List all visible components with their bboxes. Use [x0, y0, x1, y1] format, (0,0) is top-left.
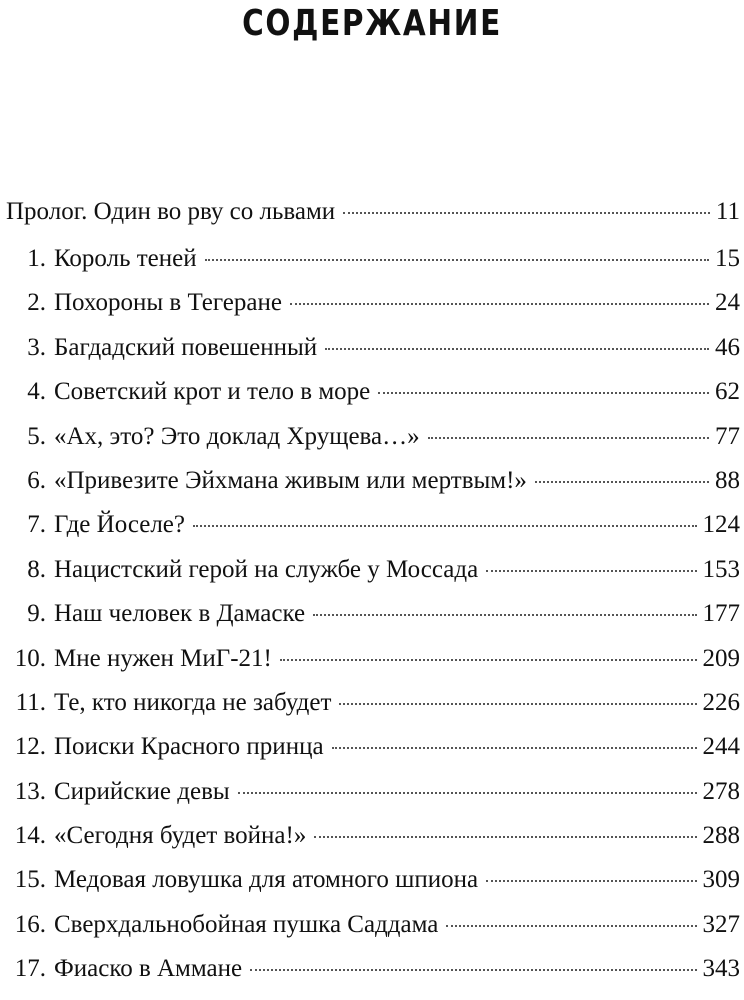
chapter-number: 6.	[27, 466, 46, 494]
chapter-page: 226	[702, 688, 740, 716]
dot-leader	[486, 880, 696, 882]
dot-leader	[343, 212, 710, 214]
toc-entry	[6, 955, 740, 999]
chapter-page: 343	[702, 955, 740, 983]
toc-entry	[6, 556, 740, 600]
dot-leader	[313, 614, 696, 616]
toc-entry	[6, 822, 740, 866]
chapter-title: Мне нужен МиГ-21!	[54, 644, 272, 672]
dot-leader	[446, 925, 696, 927]
toc-entry-title: Пролог. Один во рву со львами	[6, 198, 336, 225]
dot-leader	[280, 659, 697, 661]
chapter-page: 278	[702, 777, 740, 805]
toc-entry	[6, 866, 740, 910]
chapter-title: Где Йоселе?	[54, 511, 185, 539]
dot-leader	[535, 481, 709, 483]
chapter-number: 5.	[27, 422, 46, 450]
chapter-number: 15.	[14, 866, 46, 894]
dot-leader	[339, 703, 696, 705]
chapter-title: Те, кто никогда не забудет	[54, 688, 332, 716]
chapter-page: 88	[715, 466, 740, 494]
chapter-page: 15	[715, 245, 740, 272]
dot-leader	[486, 570, 696, 572]
chapter-page: 77	[715, 422, 740, 450]
dot-leader	[193, 525, 697, 527]
chapter-page: 209	[702, 644, 740, 672]
chapter-title: «Привезите Эйхмана живым или мертвым!»	[54, 466, 527, 494]
dot-leader	[378, 392, 709, 394]
chapter-page: 288	[702, 822, 740, 850]
chapter-title: Похороны в Тегеране	[54, 289, 282, 317]
chapter-number: 13.	[14, 777, 46, 805]
chapter-title: Поиски Красного принца	[54, 733, 324, 761]
chapter-title: Сирийские девы	[54, 777, 230, 805]
toc-entry	[6, 911, 740, 955]
toc-entry-prologue	[6, 198, 740, 245]
toc-entry	[6, 334, 740, 378]
chapter-title: Нацистский герой на службе у Моссада	[54, 555, 479, 583]
toc-entry	[6, 689, 740, 733]
chapter-title: Фиаско в Аммане	[54, 955, 243, 983]
chapter-number: 2.	[27, 289, 46, 317]
chapter-number: 11.	[15, 688, 46, 716]
chapter-page: 24	[715, 289, 740, 317]
toc-entry	[6, 600, 740, 644]
chapter-number: 3.	[27, 333, 46, 361]
toc-entry	[6, 378, 740, 422]
toc-entry	[6, 511, 740, 555]
chapter-number: 16.	[14, 910, 46, 938]
toc-entry	[6, 289, 740, 333]
chapter-number: 9.	[27, 600, 46, 628]
chapter-number: 14.	[14, 822, 46, 850]
chapter-page: 177	[702, 600, 740, 628]
chapter-title: Сверхдальнобойная пушка Саддама	[54, 910, 439, 938]
chapter-number: 17.	[14, 955, 46, 983]
chapter-page: 327	[702, 910, 740, 938]
chapter-title: Медовая ловушка для атомного шпиона	[54, 866, 479, 894]
page-title: СОДЕРЖАНИЕ	[242, 3, 502, 44]
dot-leader	[205, 259, 709, 261]
chapter-page: 62	[715, 378, 740, 406]
toc-entry	[6, 467, 740, 511]
toc-entry	[6, 245, 740, 289]
dot-leader	[428, 437, 709, 439]
dot-leader	[250, 969, 696, 971]
chapter-title: Наш человек в Дамаске	[54, 600, 306, 628]
dot-leader	[290, 303, 709, 305]
chapter-page: 309	[702, 866, 740, 894]
toc-entry-page: 11	[715, 198, 740, 225]
chapter-page: 153	[702, 555, 740, 583]
dot-leader	[325, 348, 709, 350]
toc-entry	[6, 423, 740, 467]
chapter-title: Багдадский повешенный	[54, 333, 318, 361]
toc-entry	[6, 733, 740, 777]
dot-leader	[238, 792, 697, 794]
chapter-number: 4.	[27, 378, 46, 406]
chapter-number: 1.	[27, 245, 46, 272]
chapter-page: 124	[702, 511, 740, 539]
chapter-number: 7.	[27, 511, 46, 539]
toc-entry	[6, 778, 740, 822]
chapter-number: 12.	[14, 733, 46, 761]
table-of-contents	[6, 198, 740, 1000]
chapter-title: «Ах, это? Это доклад Хрущева…»	[54, 422, 420, 450]
chapter-page: 244	[702, 733, 740, 761]
dot-leader	[314, 836, 696, 838]
toc-entry	[6, 645, 740, 689]
chapter-number: 10.	[14, 644, 46, 672]
chapter-title: Король теней	[54, 245, 197, 272]
chapter-title: Советский крот и тело в море	[54, 378, 371, 406]
chapter-title: «Сегодня будет война!»	[54, 822, 307, 850]
chapter-page: 46	[715, 333, 740, 361]
chapter-number: 8.	[27, 555, 46, 583]
dot-leader	[332, 747, 697, 749]
